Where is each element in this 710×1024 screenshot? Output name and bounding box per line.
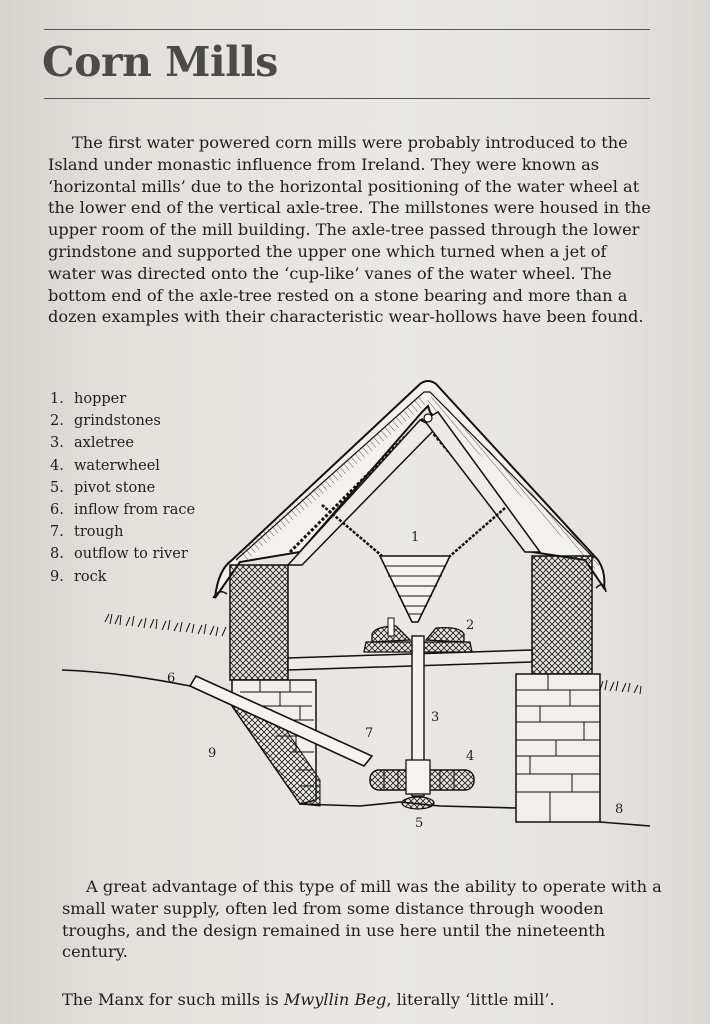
- right-wall-lower: [516, 674, 600, 822]
- legend-item: 8. outflow to river: [50, 546, 188, 563]
- legend-item: 3. axletree: [50, 435, 134, 452]
- left-wall-upper: [230, 565, 288, 680]
- callout-5: 5: [415, 816, 424, 831]
- callout-1: 1: [411, 530, 420, 545]
- closing-paragraph: A great advantage of this type of mill was the ability to operate with a small water supply, often led from some distance through wooden troughs, and the design remained in use here until the nineteenth century.: [62, 877, 662, 962]
- manx-name-note: [62, 990, 555, 1009]
- manx-term: Mwyllin Beg: [283, 990, 387, 1009]
- manx-note-prefix: The Manx for such mills is: [62, 990, 284, 1009]
- legend-item: 6. inflow from race: [50, 502, 196, 519]
- callout-7: 7: [365, 726, 374, 741]
- waterwheel: [370, 760, 474, 794]
- callout-6: 6: [167, 671, 176, 686]
- legend-item: 2. grindstones: [50, 413, 161, 430]
- floor-beam: [288, 650, 532, 670]
- intro-paragraph: The first water powered corn mills were probably introduced to the Island under monastic influence from Ireland. They were known as ‘horizontal mills’ due to the horizontal positioning of the water wheel at the lower end of the vertical axle-tree. The millstones were housed in the upper room of the mill building. The axle-tree passed through the lower grindstone and supported the upper one which turned when a jet of water was directed onto the ‘cup-like’ vanes of the water wheel. The bottom end of the axle-tree rested on a stone bearing and more than a dozen examples with their characteristic wear-hollows have been found.: [48, 133, 651, 327]
- callout-8: 8: [615, 802, 624, 817]
- manx-note-suffix: , literally ‘little mill’.: [386, 990, 555, 1009]
- callout-4: 4: [466, 749, 475, 764]
- hopper: [380, 556, 450, 622]
- mill-cross-section-diagram: [0, 370, 710, 840]
- right-wall-upper: [532, 556, 592, 674]
- callout-2: 2: [466, 618, 475, 633]
- legend-item: 5. pivot stone: [50, 479, 156, 496]
- legend-item: 1. hopper: [50, 391, 127, 407]
- top-rule: [44, 29, 650, 30]
- page-title: Corn Mills: [42, 38, 278, 86]
- callout-9: 9: [208, 746, 217, 761]
- callout-3: 3: [431, 710, 440, 725]
- legend-item: 4. waterwheel: [50, 457, 160, 474]
- title-underline: [44, 98, 650, 99]
- legend-item: 7. trough: [50, 524, 124, 541]
- legend-item: 9. rock: [50, 568, 107, 585]
